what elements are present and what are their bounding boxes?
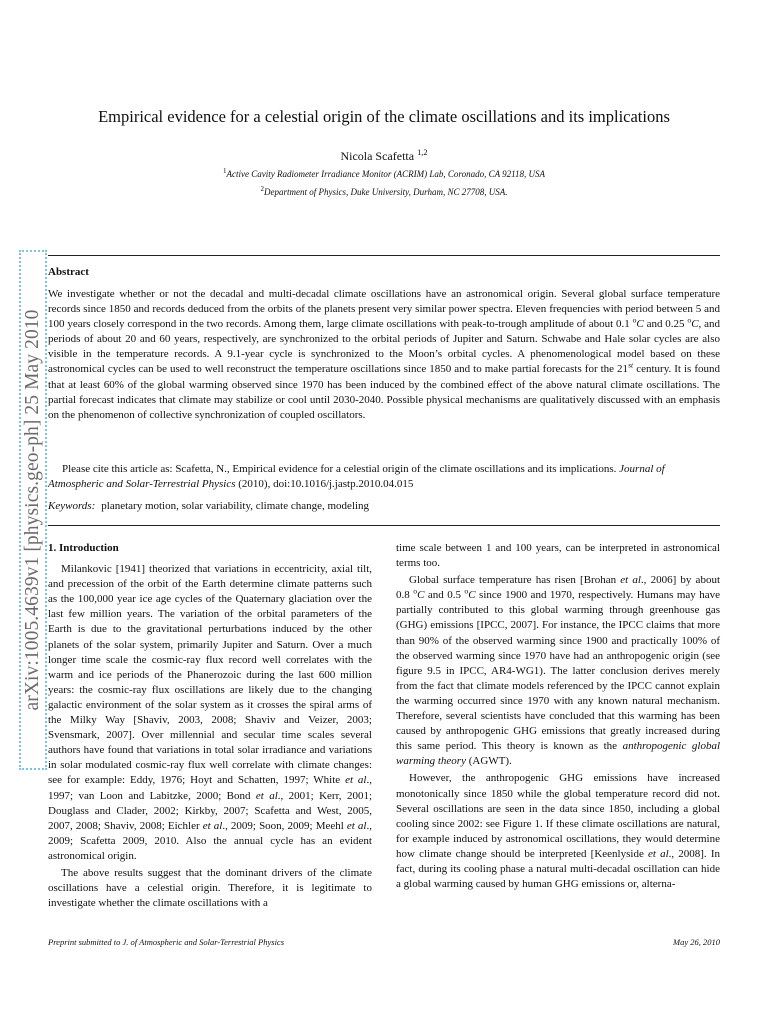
arxiv-identifier-stamp bbox=[19, 250, 47, 770]
paper-title: Empirical evidence for a celestial origin of the climate oscillations and its implications bbox=[98, 107, 670, 126]
abstract-heading: Abstract bbox=[48, 266, 89, 278]
author-line bbox=[48, 149, 720, 164]
keywords-label: Keywords: bbox=[48, 500, 96, 512]
citation-doi: (2010), doi:10.1016/j.jastp.2010.04.015 bbox=[235, 478, 414, 491]
keywords-line bbox=[48, 500, 369, 512]
right-column bbox=[396, 541, 720, 892]
section-rule bbox=[48, 525, 720, 526]
affiliation-2 bbox=[48, 187, 720, 197]
intro-paragraph-2: The above results suggest that the dominant drivers of the climate oscillations have a celestial origin. Therefore, it is legitimate to investigate whether the climate oscillations with a bbox=[48, 866, 372, 910]
citation-note bbox=[48, 462, 720, 492]
intro-paragraph-2-continued: time scale between 1 and 100 years, can be interpreted in astronomical terms too. bbox=[396, 542, 720, 570]
affiliation-1-text: Active Cavity Radiometer Irradiance Monitor (ACRIM) Lab, Coronado, CA 92118, USA bbox=[226, 169, 546, 179]
footer-preprint-note: Preprint submitted to J. of Atmospheric and Solar-Terrestrial Physics bbox=[48, 937, 285, 947]
arxiv-identifier-text: arXiv:1005.4639v1 [physics.geo-ph] 25 May 2010 bbox=[22, 309, 43, 711]
author-affiliation-marks: 1,2 bbox=[417, 148, 428, 157]
keywords-text: planetary motion, solar variability, climate change, modeling bbox=[101, 500, 370, 512]
footer-date: May 26, 2010 bbox=[673, 937, 720, 947]
citation-journal: Journal of Atmospheric and Solar-Terrestrial Physics bbox=[48, 463, 665, 491]
intro-paragraph-3: Global surface temperature has risen [Brohan et al., 2006] by about 0.8 $^o$C and 0.5 $^o$C since 1900 and 1970, respectively. Humans may have partially contributed to this global warming through greenhouse gas (GHG) emissions [IPCC, 2007]. For instance, the IPCC claims that more than 90% of the observed warming since 1900 and practically 100% of the observed warming since 1970 have had an anthropogenic origin (see figure 9.5 in IPCC, AR4-WG1). The latter conclusion derives merely from the fact that climate models referenced by the IPCC cannot explain the warming occurred since 1970 with any known natural mechanism. Therefore, several scientists have concluded that this warming has been caused by anthropogenic GHG emissions that greatly increased during this same period. This theory is known as the anthropogenic global warming theory (AGWT). bbox=[396, 574, 721, 768]
left-column bbox=[48, 541, 372, 911]
affiliation-1 bbox=[48, 169, 720, 179]
abstract-text: We investigate whether or not the decadal and multi-decadal climate oscillations have an astronomical origin. Several global surface temperature records since 1850 and records deduced from the orbits of the planets present very similar power spectra. Eleven frequencies with period between 5 and 100 years closely correspond in the two records. Among them, large climate oscillations with peak-to-trough amplitude of about 0.1 $^o$C and 0.25 $^o$C, and periods of about 20 and 60 years, respectively, are synchronized to the orbital periods of Jupiter and Saturn. Schwabe and Hale solar cycles are also visible in the temperature records. A 9.1-year cycle is synchronized to the Moon’s orbital cycles. A phenomenological model based on these astronomical cycles can be used to well reconstruct the temperature oscillations since 1850 and to make partial forecasts for the 21st century. It is found that at least 60% of the global warming observed since 1970 has been induced by the combined effect of the above natural climate oscillations. The partial forecast indicates that climate may stabilize or cool until 2030-2040. Possible physical mechanisms are qualitatively discussed with an emphasis on the phenomenon of collective synchronization of coupled oscillators. bbox=[48, 288, 720, 421]
intro-paragraph-4: However, the anthropogenic GHG emissions have increased monotonically since 1850 while the global temperature record did not. Several oscillations are seen in the data since 1850, including a global cooling since 2002: see Figure 1. If these climate oscillations are natural, for example induced by astronomical oscillations, they would determine how climate change should be interpreted [Keenlyside et al., 2008]. In fact, during its cooling phase a natural multi-decadal oscillation can hide a global warming caused by human GHG emissions or, alterna- bbox=[396, 772, 720, 891]
top-rule bbox=[48, 255, 720, 256]
author-name: Nicola Scafetta bbox=[340, 149, 415, 163]
affiliation-2-text: Department of Physics, Duke University, Durham, NC 27708, USA. bbox=[263, 187, 508, 197]
citation-text: Please cite this article as: Scafetta, N., Empirical evidence for a celestial origin of the climate oscillations and its implications. bbox=[62, 463, 617, 475]
section-heading-introduction: 1. Introduction bbox=[48, 542, 119, 554]
intro-paragraph-1: Milankovic [1941] theorized that variations in eccentricity, axial tilt, and precession of the orbit of the Earth determine climate patterns such as the 100,000 year ice age cycles of the Quaternary glaciation over the last few million years. The variation of the orbital parameters of the Earth is due to the gravitational perturbations induced by the other planets of the solar system, primarily Jupiter and Saturn. Over a much longer time scale the cosmic-ray flux record well correlates with the warm and ice periods of the Phanerozoic during the last 600 million years: the cosmic-ray flux oscillations are likely due to the changing galactic environment of the solar system as it crosses the spiral arms of the Milky Way [Shaviv, 2003, 2008; Shaviv and Veizer, 2003; Svensmark, 2007]. Over millennial and secular time scales several authors have found that variations in total solar irradiance and variations in solar modulated cosmic-ray flux well correlate with climate changes: see for example: Eddy, 1976; Hoyt and Schatten, 1997; White et al., 1997; van Loon and Labitzke, 2000; Bond et al., 2001; Kerr, 2001; Douglass and Clader, 2002; Kirkby, 2007; Scafetta and West, 2005, 2007, 2008; Shaviv, 2008; Eichler et al., 2009; Soon, 2009; Meehl et al., 2009; Scafetta 2009, 2010. Also the annual cycle has an evident astronomical origin. bbox=[48, 563, 372, 862]
affiliation-1-number: 1 bbox=[222, 167, 227, 175]
affiliation-2-number: 2 bbox=[260, 185, 264, 193]
